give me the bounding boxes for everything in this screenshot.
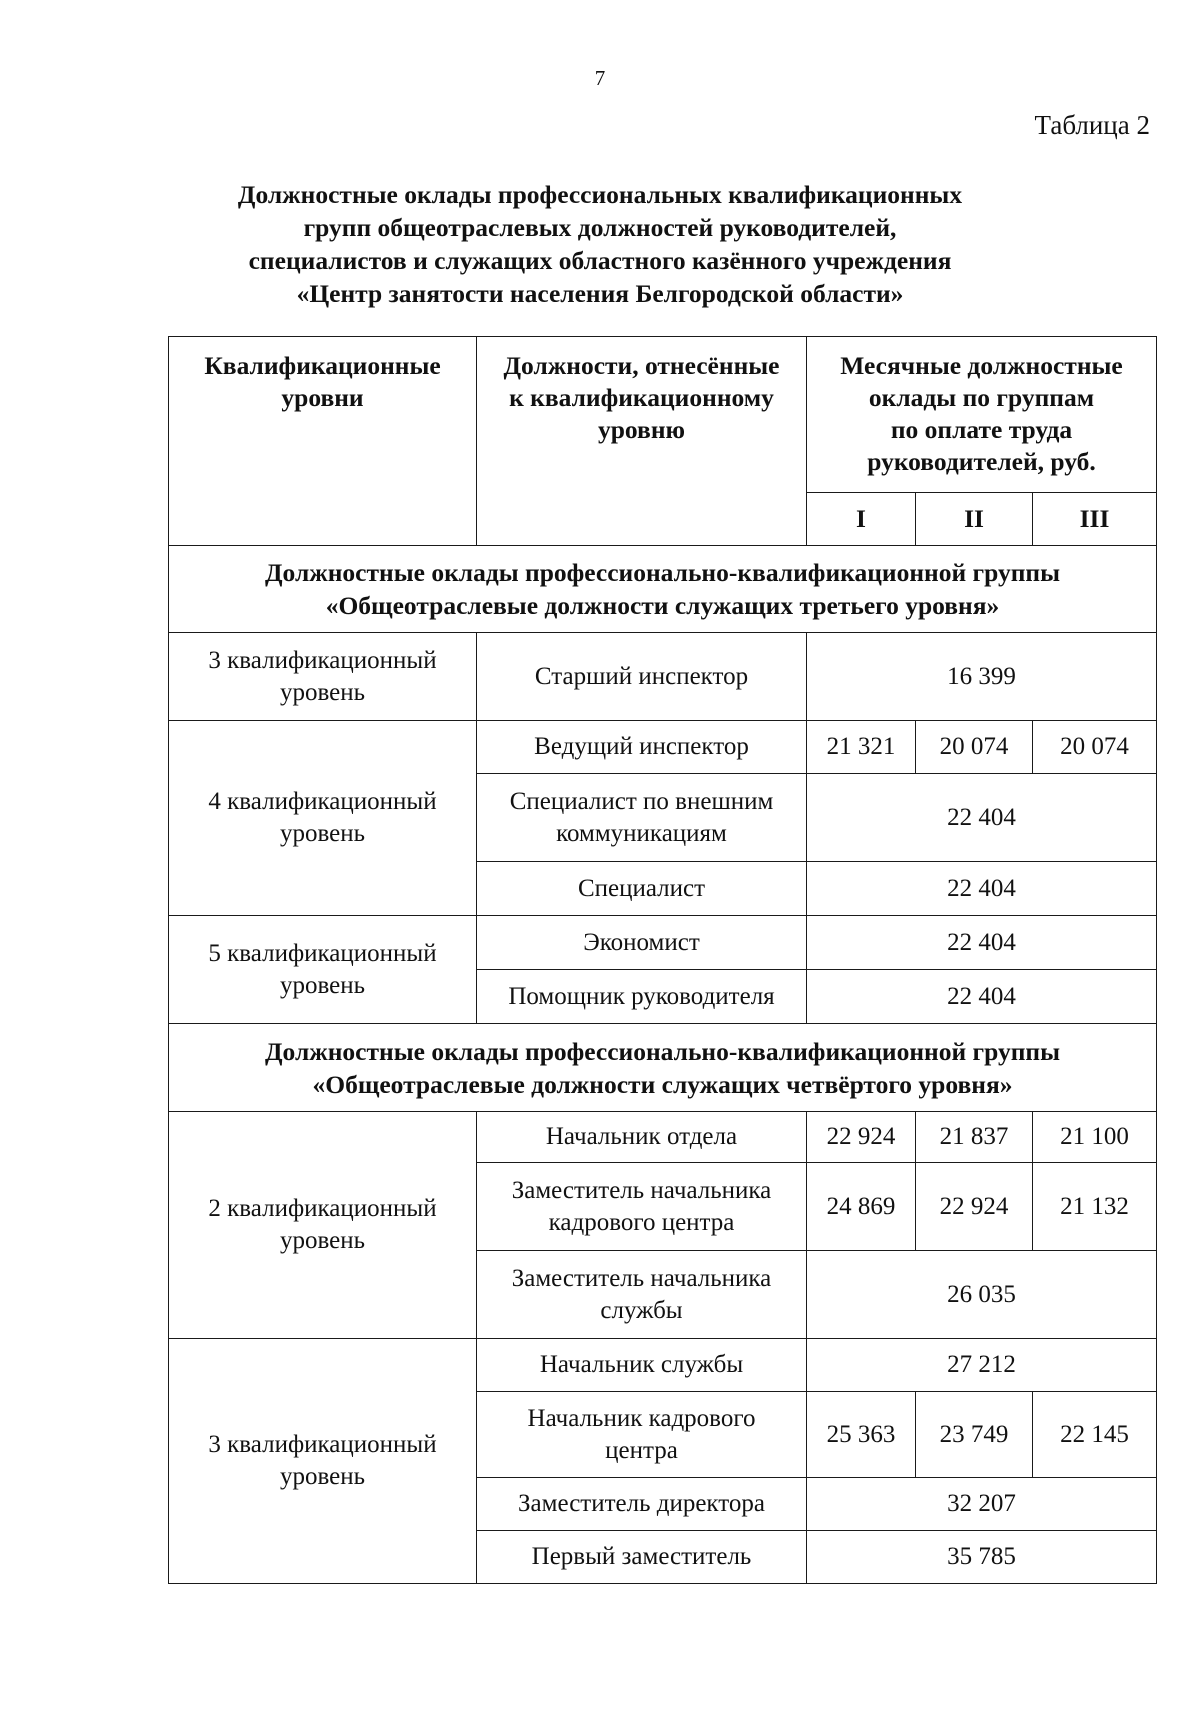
qualification-level-cell: 3 квалификационный уровень [169, 1339, 477, 1584]
salary-cell-group-i: 21 321 [807, 721, 916, 774]
table-row [169, 1112, 1157, 1163]
table-row [169, 721, 1157, 774]
header-group-iii: III [1033, 493, 1157, 546]
title-line: специалистов и служащих областного казённого учреждения [248, 246, 952, 275]
salary-cell: 22 404 [807, 916, 1157, 970]
salary-cell-group-iii: 21 132 [1033, 1163, 1157, 1251]
section-title: Должностные оклады профессионально-квалификационной группы «Общеотраслевые должности служащих третьего уровня» [169, 546, 1157, 633]
position-cell: Начальник кадрового центра [477, 1392, 807, 1478]
qualification-level-cell: 3 квалификационный уровень [169, 633, 477, 721]
table-row [169, 1339, 1157, 1392]
title-line: групп общеотраслевых должностей руководителей, [303, 213, 897, 242]
position-cell: Заместитель директора [477, 1478, 807, 1531]
salary-cell-group-iii: 22 145 [1033, 1392, 1157, 1478]
salary-cell-group-ii: 21 837 [916, 1112, 1033, 1163]
salary-cell: 32 207 [807, 1478, 1157, 1531]
qualification-level-cell: 4 квалификационный уровень [169, 721, 477, 916]
salary-cell: 16 399 [807, 633, 1157, 721]
header-positions: Должности, отнесённые к квалификационному уровню [477, 337, 807, 546]
header-row [169, 337, 1157, 493]
position-cell: Первый заместитель [477, 1531, 807, 1584]
table-label: Таблица 2 [1034, 110, 1150, 140]
table-row [169, 916, 1157, 970]
title-line: Должностные оклады профессиональных квалификационных [237, 180, 963, 209]
position-cell: Помощник руководителя [477, 970, 807, 1024]
document-title [150, 178, 1050, 310]
page-number: 7 [594, 66, 606, 90]
salary-cell-group-i: 22 924 [807, 1112, 916, 1163]
position-cell: Начальник службы [477, 1339, 807, 1392]
salary-cell: 22 404 [807, 774, 1157, 862]
salary-cell: 26 035 [807, 1251, 1157, 1339]
position-cell: Экономист [477, 916, 807, 970]
position-cell: Заместитель начальника службы [477, 1251, 807, 1339]
section-title: Должностные оклады профессионально-квалификационной группы «Общеотраслевые должности служащих четвёртого уровня» [169, 1024, 1157, 1112]
position-cell: Начальник отдела [477, 1112, 807, 1163]
salary-cell-group-iii: 21 100 [1033, 1112, 1157, 1163]
position-cell: Ведущий инспектор [477, 721, 807, 774]
salary-cell: 22 404 [807, 862, 1157, 916]
salary-cell-group-i: 24 869 [807, 1163, 916, 1251]
position-cell: Специалист [477, 862, 807, 916]
salary-cell-group-ii: 20 074 [916, 721, 1033, 774]
salary-table [168, 336, 1157, 1584]
section-row [169, 1024, 1157, 1112]
title-line: «Центр занятости населения Белгородской области» [296, 279, 904, 308]
salary-cell-group-ii: 22 924 [916, 1163, 1033, 1251]
position-cell: Старший инспектор [477, 633, 807, 721]
header-group-i: I [807, 493, 916, 546]
qualification-level-cell: 2 квалификационный уровень [169, 1112, 477, 1339]
position-cell: Заместитель начальника кадрового центра [477, 1163, 807, 1251]
salary-cell: 35 785 [807, 1531, 1157, 1584]
salary-cell-group-ii: 23 749 [916, 1392, 1033, 1478]
salary-cell-group-iii: 20 074 [1033, 721, 1157, 774]
header-group-ii: II [916, 493, 1033, 546]
header-monthly-salaries: Месячные должностные оклады по группам по оплате труда руководителей, руб. [807, 337, 1157, 493]
qualification-level-cell: 5 квалификационный уровень [169, 916, 477, 1024]
salary-cell: 22 404 [807, 970, 1157, 1024]
header-qualification-levels: Квалификационные уровни [169, 337, 477, 546]
position-cell: Специалист по внешним коммуникациям [477, 774, 807, 862]
salary-cell: 27 212 [807, 1339, 1157, 1392]
salary-cell-group-i: 25 363 [807, 1392, 916, 1478]
table-row [169, 633, 1157, 721]
section-row [169, 546, 1157, 633]
